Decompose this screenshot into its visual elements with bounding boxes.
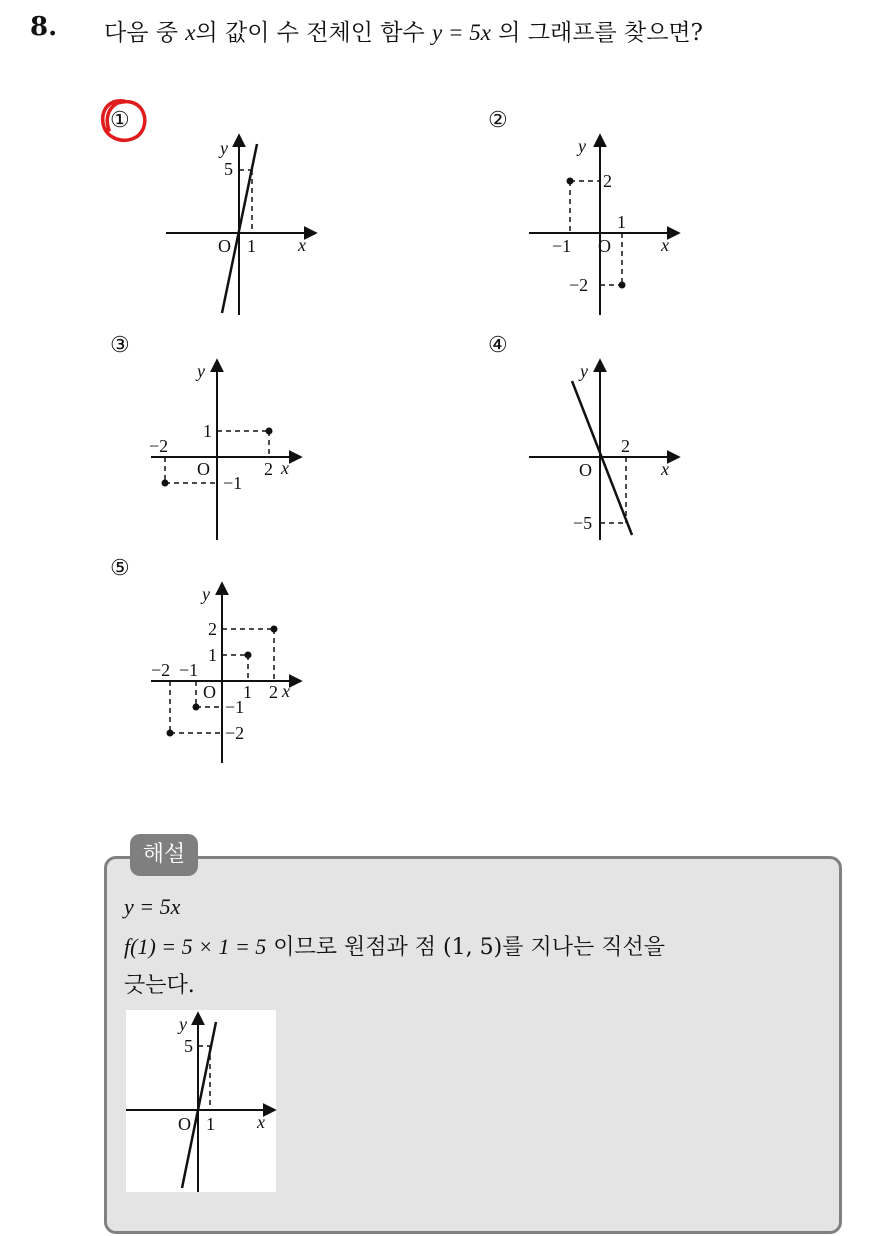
g4-label-origin: O [579, 460, 592, 480]
option-1-graph[interactable] [160, 130, 320, 320]
solution-graph [126, 1010, 276, 1192]
g2-label-origin: O [598, 236, 611, 256]
g2-label-neg2: −2 [569, 275, 589, 295]
option-1-label[interactable]: ① [110, 108, 130, 133]
sg-label-1: 1 [206, 1114, 215, 1134]
g3-label-2: 2 [264, 459, 273, 479]
g2-label-2: 2 [603, 171, 612, 191]
g5-label-x2: 2 [269, 682, 278, 702]
g1-label-1: 1 [247, 236, 256, 256]
solution-line-2 [124, 930, 665, 961]
g1-label-x: x [298, 235, 306, 255]
g3-label-y: y [197, 361, 205, 381]
sg-label-y: y [179, 1014, 187, 1034]
g5-label-y: y [202, 584, 210, 604]
g2-label-1: 1 [617, 212, 626, 232]
g3-label-origin: O [197, 459, 210, 479]
g5-label-neg2: −2 [151, 660, 171, 680]
option-3-graph[interactable] [145, 355, 305, 545]
g1-label-5: 5 [224, 159, 233, 179]
solution-line-1 [124, 894, 180, 920]
g1-label-origin: O [218, 236, 231, 256]
g2-label-x: x [661, 235, 669, 255]
question-text-after: 의 그래프를 찾으면? [490, 20, 703, 46]
g5-label-yneg2: −2 [225, 723, 245, 743]
solution-line-3: 긋는다. [124, 973, 195, 998]
option-4-label[interactable]: ④ [488, 333, 508, 358]
solution-math: f(1) = 5 × 1 = 5 [124, 934, 267, 959]
option-5-label[interactable]: ⑤ [110, 556, 130, 581]
g5-label-x1: 1 [243, 682, 252, 702]
g5-label-origin: O [203, 682, 216, 702]
question-text-middle: 의 값이 수 전체인 함수 [195, 20, 433, 46]
solution-tag: 해설 [130, 834, 198, 876]
question-var-x: x [185, 20, 196, 45]
question-equation: y = 5x [432, 20, 491, 45]
g2-label-y: y [578, 136, 586, 156]
option-4-graph[interactable] [523, 355, 683, 545]
option-5-graph[interactable] [145, 578, 305, 768]
question-number: 8. [30, 12, 58, 42]
g5-label-neg1: −1 [179, 660, 199, 680]
question-text [104, 14, 703, 47]
sg-label-5: 5 [184, 1036, 193, 1056]
g3-label-x: x [281, 458, 289, 478]
g3-label-neg2: −2 [149, 436, 169, 456]
g4-label-neg5: −5 [573, 513, 593, 533]
option-2-label[interactable]: ② [488, 108, 508, 133]
g3-label-1: 1 [203, 421, 212, 441]
sg-label-origin: O [178, 1114, 191, 1134]
g5-label-2: 2 [208, 619, 217, 639]
g5-label-1: 1 [208, 645, 217, 665]
option-2-graph[interactable] [523, 130, 683, 320]
option-3-label[interactable]: ③ [110, 333, 130, 358]
g3-label-neg1: −1 [223, 473, 243, 493]
question-text-before: 다음 중 [104, 20, 186, 46]
sg-label-x: x [257, 1112, 265, 1132]
g4-label-x: x [661, 459, 669, 479]
g4-label-y: y [580, 361, 588, 381]
g4-label-2: 2 [621, 436, 630, 456]
solution-equation: y = 5x [124, 894, 181, 919]
g5-label-x: x [282, 681, 290, 701]
solution-line-2-text: 이므로 원점과 점 (1, 5)를 지나는 직선을 [266, 935, 665, 960]
g1-label-y: y [220, 138, 228, 158]
g5-label-yneg1: −1 [225, 697, 245, 717]
g2-label-neg1: −1 [552, 236, 572, 256]
